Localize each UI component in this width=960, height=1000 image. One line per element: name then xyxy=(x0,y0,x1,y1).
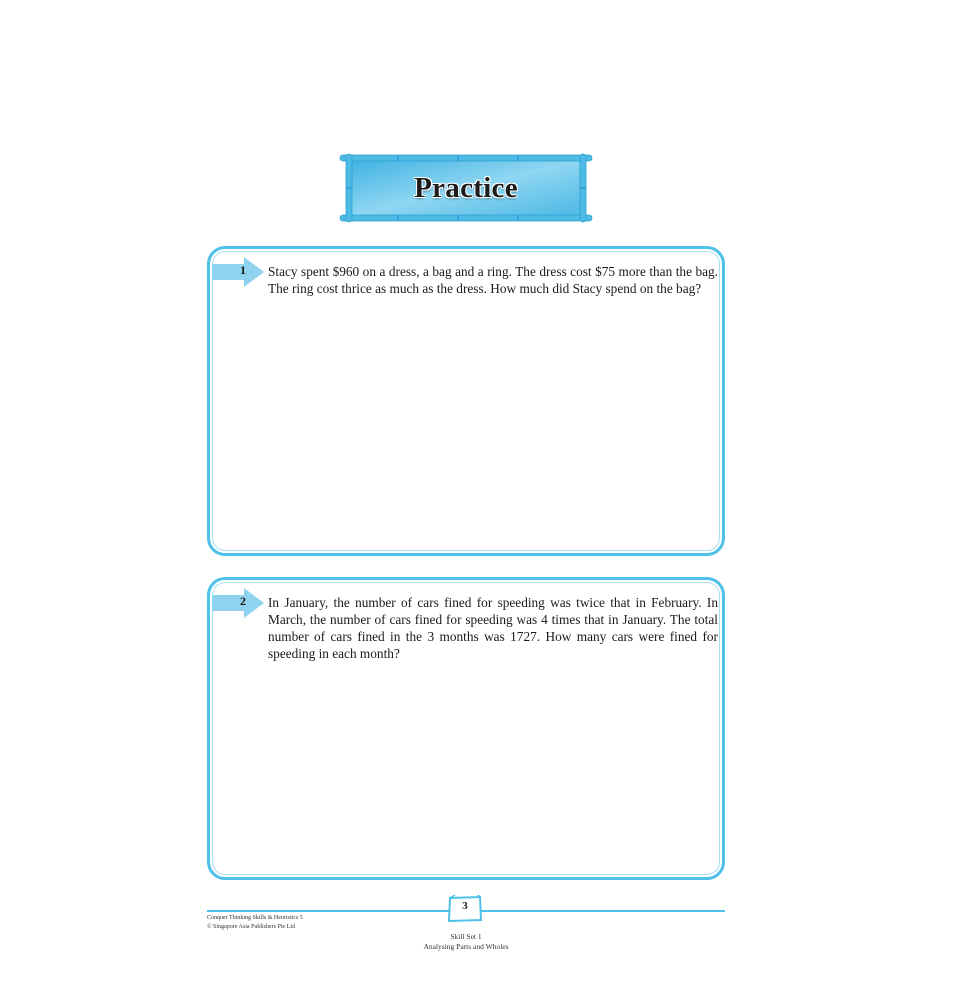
question-number: 2 xyxy=(240,594,246,608)
question-text: In January, the number of cars fined for speeding was twice that in February. In March, the number of cars fined for speeding was 4 times that in January. The total number of cars fined in the 3 months was 1727. How many cars were fined for speeding in each month? xyxy=(268,595,718,661)
arrow-right-icon xyxy=(212,257,264,287)
page-number: 3 xyxy=(462,900,468,912)
question-box xyxy=(207,577,725,880)
question-number: 1 xyxy=(240,263,246,277)
arrow-right-icon xyxy=(212,588,264,618)
footer-credits xyxy=(207,914,303,932)
practice-banner xyxy=(338,152,594,224)
question-text: Stacy spent $960 on a dress, a bag and a ring. The dress cost $75 more than the bag. The ring cost thrice as much as the dress. How much did Stacy spend on the bag? xyxy=(268,264,718,296)
question-box xyxy=(207,246,725,556)
book-title: Conquer Thinking Skills & Heuristics 5 xyxy=(207,915,303,921)
copyright-notice: © Singapore Asia Publishers Pte Ltd xyxy=(207,924,296,930)
topic-label: Analysing Parts and Wholes xyxy=(423,942,509,951)
footer-section xyxy=(366,932,566,952)
skill-set-label: Skill Set 1 xyxy=(450,932,482,941)
page-title: Practice xyxy=(414,171,518,204)
